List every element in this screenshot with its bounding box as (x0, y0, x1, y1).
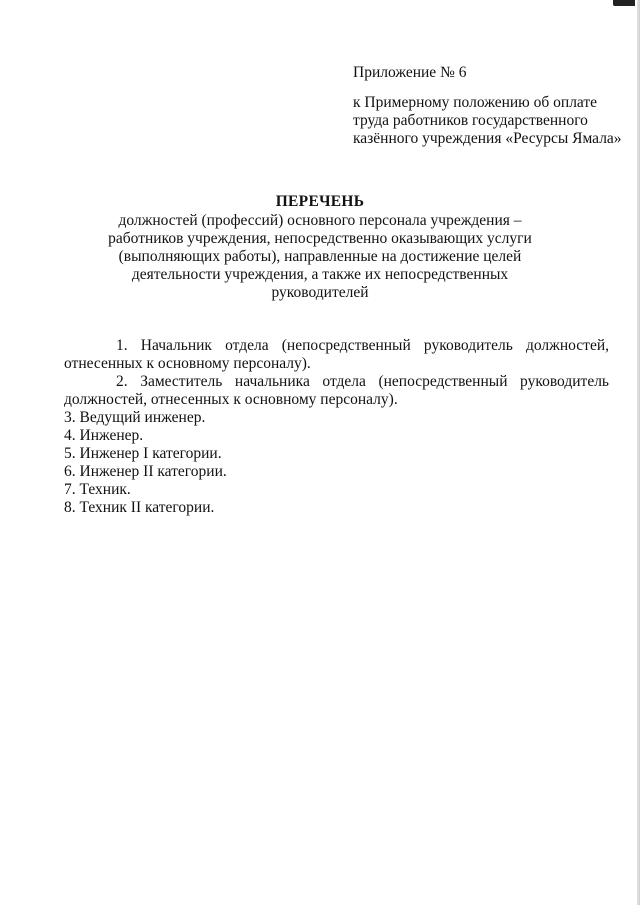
list-item: 5. Инженер I категории. (64, 445, 222, 462)
list-item: 3. Ведущий инженер. (64, 409, 206, 426)
list-item: 2. Заместитель начальника отдела (непосредственный руководитель должностей, отнесенных к основному персоналу). (64, 373, 609, 408)
list-item: 6. Инженер II категории. (64, 463, 227, 480)
positions-list (64, 337, 609, 517)
appendix-number: Приложение № 6 (353, 64, 467, 81)
appendix-header (353, 64, 623, 148)
title-block (80, 192, 560, 302)
list-item: 1. Начальник отдела (непосредственный руководитель должностей, отнесенных к основному персоналу). (64, 337, 609, 372)
document-title: ПЕРЕЧЕНЬ (275, 193, 365, 210)
appendix-reference: к Примерному положению об оплате труда работников государственного казённого учреждения «Ресурсы Ямала» (353, 94, 622, 147)
list-item: 7. Техник. (64, 481, 131, 498)
list-item: 4. Инженер. (64, 427, 144, 444)
document-subtitle: должностей (профессий) основного персонала учреждения – работников учреждения, непосредственно оказывающих услуги (выполняющих работы), направленные на достижение целей деятельности учреждения, а также их непосредственных руководителей (108, 212, 532, 301)
list-item: 8. Техник II категории. (64, 499, 215, 516)
scan-mark (613, 0, 635, 6)
